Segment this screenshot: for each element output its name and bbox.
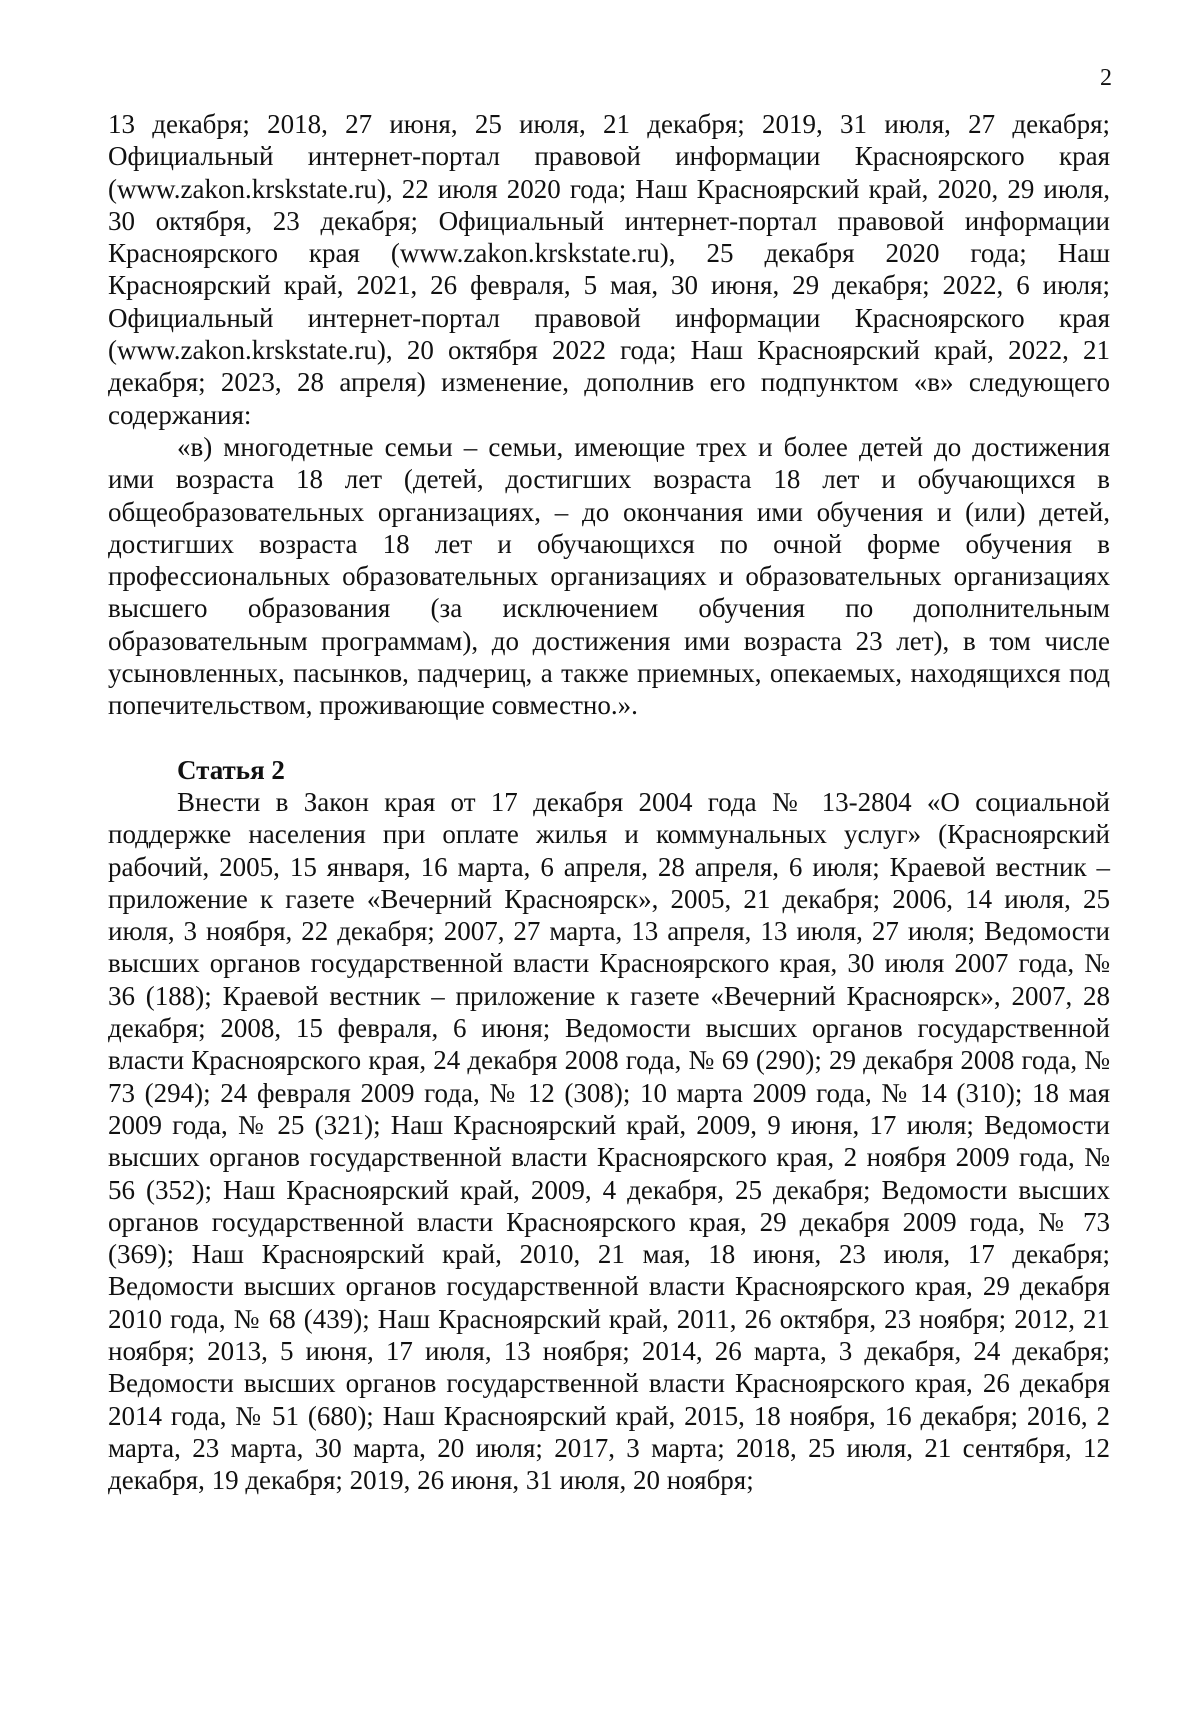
article-heading: Статья 2	[177, 754, 285, 785]
document-body	[108, 108, 1110, 1496]
article-body: Внести в Закон края от 17 декабря 2004 года № 13-2804 «О социальной поддержке населения при оплате жилья и коммунальных услуг» (Красноярский рабочий, 2005, 15 января, 16 марта, 6 апреля, 28 апреля, 6 июля; Краевой вестник – приложение к газете «Вечерний Красноярск», 2005, 21 декабря; 2006, 14 июля, 25 июля, 3 ноября, 22 декабря; 2007, 27 марта, 13 апреля, 13 июля, 27 июля; Ведомости высших органов государственной власти Красноярского края, 30 июля 2007 года, № 36 (188); Краевой вестник – приложение к газете «Вечерний Красноярск», 2007, 28 декабря; 2008, 15 февраля, 6 июня; Ведомости высших органов государственной власти Красноярского края, 24 декабря 2008 года, № 69 (290); 29 декабря 2008 года, № 73 (294); 24 февраля 2009 года, № 12 (308); 10 марта 2009 года, № 14 (310); 18 мая 2009 года, № 25 (321); Наш Красноярский край, 2009, 9 июня, 17 июля; Ведомости высших органов государственной власти Красноярского края, 2 ноября 2009 года, № 56 (352); Наш Красноярский край, 2009, 4 декабря, 25 декабря; Ведомости высших органов государственной власти Красноярского края, 29 декабря 2009 года, № 73 (369); Наш Красноярский край, 2010, 21 мая, 18 июня, 23 июля, 17 декабря; Ведомости высших органов государственной власти Красноярского края, 29 декабря 2010 года, № 68 (439); Наш Красноярский край, 2011, 26 октября, 23 ноября; 2012, 21 ноября; 2013, 5 июня, 17 июля, 13 ноября; 2014, 26 марта, 3 декабря, 24 декабря; Ведомости высших органов государственной власти Красноярского края, 26 декабря 2014 года, № 51 (680); Наш Красноярский край, 2015, 18 ноября, 16 декабря; 2016, 2 марта, 23 марта, 30 марта, 20 июля; 2017, 3 марта; 2018, 25 июля, 21 сентября, 12 декабря, 19 декабря; 2019, 26 июня, 31 июля, 20 ноября;	[108, 786, 1110, 1496]
paragraph-quote: «в) многодетные семьи – семьи, имеющие трех и более детей до достижения ими возраста 18 лет (детей, достигших возраста 18 лет и обучающихся в общеобразовательных организациях, – до окончания ими обучения и (или) детей, достигших возраста 18 лет и обучающихся по очной форме обучения в профессиональных образовательных организациях и образовательных организациях высшего образования (за исключением обучения по дополнительным образовательным программам), до достижения ими возраста 23 лет), в том числе усыновленных, пасынков, падчериц, а также приемных, опекаемых, находящихся под попечительством, проживающие совместно.».	[108, 431, 1110, 721]
paragraph-continuation: 13 декабря; 2018, 27 июня, 25 июля, 21 декабря; 2019, 31 июля, 27 декабря; Официальный интернет-портал правовой информации Красноярского края (www.zakon.krskstate.ru), 22 июля 2020 года; Наш Красноярский край, 2020, 29 июля, 30 октября, 23 декабря; Официальный интернет-портал правовой информации Красноярского края (www.zakon.krskstate.ru), 25 декабря 2020 года; Наш Красноярский край, 2021, 26 февраля, 5 мая, 30 июня, 29 декабря; 2022, 6 июля; Официальный интернет-портал правовой информации Красноярского края (www.zakon.krskstate.ru), 20 октября 2022 года; Наш Красноярский край, 2022, 21 декабря; 2023, 28 апреля) изменение, дополнив его подпунктом «в» следующего содержания:	[108, 109, 1110, 430]
page-number: 2	[1100, 65, 1112, 91]
